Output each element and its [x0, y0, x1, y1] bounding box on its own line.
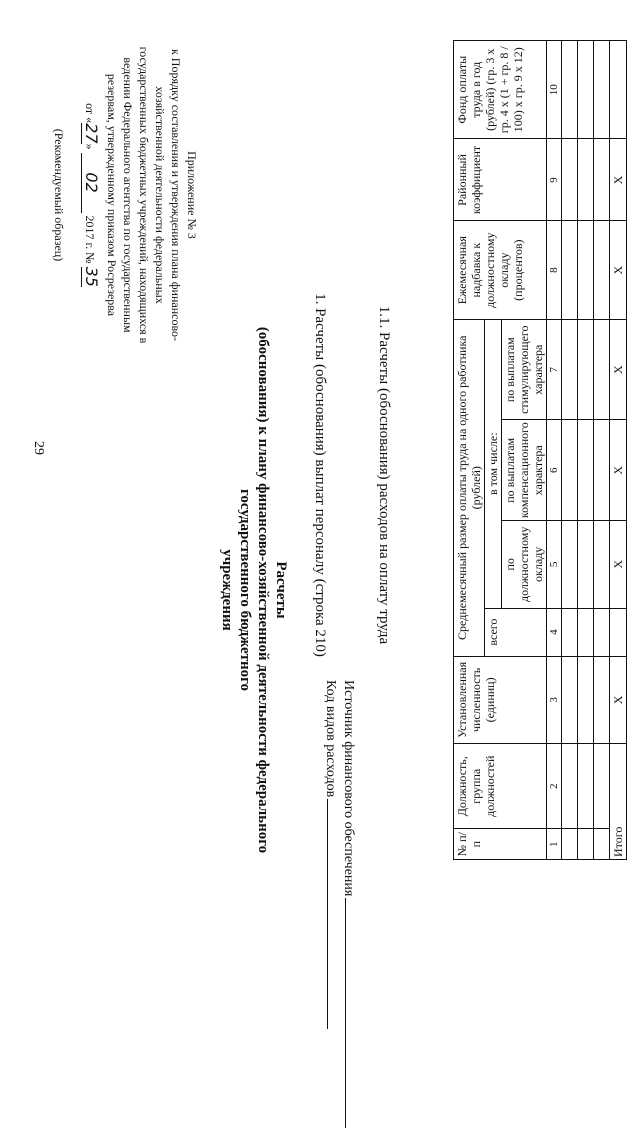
column-number: 9	[547, 139, 562, 221]
table-cell[interactable]	[562, 744, 578, 829]
table-row	[562, 41, 578, 860]
header-row-1	[454, 41, 485, 860]
header-regional: Районный коэффициент	[454, 139, 547, 221]
table-cell[interactable]	[562, 829, 578, 860]
appendix-line-6: резервам, утвержденному приказом Росрезерва	[105, 73, 119, 317]
column-number: 1	[547, 829, 562, 860]
appendix-block	[51, 30, 200, 360]
column-numbers-row	[547, 41, 562, 860]
table-cell[interactable]	[562, 608, 578, 656]
header-base-salary: по должностному окладу	[502, 521, 547, 608]
source-label: Источник финансового обеспечения	[341, 680, 356, 897]
x-mark: X	[610, 221, 627, 319]
table-cell[interactable]	[578, 420, 594, 521]
x-mark: X	[610, 319, 627, 420]
appendix-line-3: хозяйственной деятельности федеральных	[153, 86, 167, 304]
table-cell[interactable]	[594, 521, 610, 608]
table-cell[interactable]	[578, 521, 594, 608]
column-number: 5	[547, 521, 562, 608]
table-cell[interactable]	[578, 744, 594, 829]
table-cell[interactable]	[578, 41, 594, 139]
page-number: 29	[31, 441, 46, 455]
appendix-line-5: ведении Федерального агентства по государственным	[121, 57, 135, 333]
table-cell[interactable]	[562, 521, 578, 608]
table-cell[interactable]	[578, 829, 594, 860]
column-number: 2	[547, 744, 562, 829]
header-avg-salary: Среднемесячный размер оплаты труда на одного работника (рублей)	[454, 319, 485, 656]
total-label: Итого	[610, 744, 627, 860]
table-cell[interactable]	[594, 319, 610, 420]
total-cell[interactable]	[610, 608, 627, 656]
date-day: 27	[82, 123, 101, 144]
table-cell[interactable]	[578, 656, 594, 743]
date-day-close: »	[83, 143, 97, 150]
table-cell[interactable]	[594, 139, 610, 221]
table-cell[interactable]	[594, 221, 610, 319]
table-cell[interactable]	[562, 139, 578, 221]
appendix-line-2: к Порядку составления и утверждения плана финансово-	[169, 48, 183, 342]
order-number: 35	[82, 266, 101, 287]
section-title: 1. Расчеты (обоснования) выплат персоналу (строка 210)	[312, 293, 328, 657]
column-number: 6	[547, 420, 562, 521]
x-mark: X	[610, 139, 627, 221]
source-field[interactable]	[345, 898, 358, 1128]
table-cell[interactable]	[594, 656, 610, 743]
source-line	[340, 680, 358, 1128]
total-fund-cell[interactable]	[610, 41, 627, 139]
table-cell[interactable]	[578, 319, 594, 420]
header-fund: Фонд оплаты труда в год (рублей) (гр. 3 х гр. 4 х (1 + гр. 8 / 100) х гр. 9 х 12)	[454, 41, 547, 139]
date-month: 02	[81, 153, 100, 213]
header-incentive: по выплатам стимулирующего характера	[502, 319, 547, 420]
document-title	[218, 290, 290, 890]
table-cell[interactable]	[578, 139, 594, 221]
appendix-line-1: Приложение № 3	[185, 151, 199, 239]
header-total: всего	[485, 608, 547, 656]
title-line-1: Расчеты	[273, 561, 289, 619]
x-mark: X	[610, 521, 627, 608]
table-row	[594, 41, 610, 860]
table-row	[578, 41, 594, 860]
appendix-date-line	[81, 30, 100, 360]
column-number: 7	[547, 319, 562, 420]
code-field[interactable]	[327, 799, 340, 1029]
wage-table	[453, 40, 627, 860]
header-compensation: по выплатам компенсационного характера	[502, 420, 547, 521]
x-mark: X	[610, 656, 627, 743]
header-num: № п/п	[454, 829, 547, 860]
appendix-line-4: государственных бюджетных учреждений, находящихся в	[137, 46, 151, 344]
code-label: Код видов расходов	[323, 680, 338, 798]
table-cell[interactable]	[578, 221, 594, 319]
header-bonus: Ежемесячная надбавка к должностному окладу (процентов)	[454, 221, 547, 319]
column-number: 8	[547, 221, 562, 319]
date-year: 2017 г. №	[83, 215, 97, 264]
column-number: 3	[547, 656, 562, 743]
table-cell[interactable]	[594, 608, 610, 656]
recommended-note: (Рекомендуемый образец)	[52, 128, 66, 262]
title-line-2: (обоснования) к плану финансово-хозяйственной деятельности федерального государственного бюджетного	[237, 326, 271, 854]
table-cell[interactable]	[562, 656, 578, 743]
x-mark: X	[610, 420, 627, 521]
table-cell[interactable]	[578, 608, 594, 656]
table-cell[interactable]	[594, 829, 610, 860]
header-position: Должность, группа должностей	[454, 744, 547, 829]
header-headcount: Установленная численность (единиц)	[454, 656, 547, 743]
table-cell[interactable]	[562, 221, 578, 319]
table-cell[interactable]	[562, 420, 578, 521]
date-prefix: от «	[83, 103, 97, 124]
subsection-title: 1.1. Расчеты (обоснования) расходов на оплату труда	[376, 305, 392, 645]
header-including: в том числе:	[485, 319, 502, 608]
column-number: 4	[547, 608, 562, 656]
column-number: 10	[547, 41, 562, 139]
table-cell[interactable]	[594, 744, 610, 829]
code-line	[322, 680, 340, 1029]
table-cell[interactable]	[562, 41, 578, 139]
table-cell[interactable]	[594, 41, 610, 139]
table-cell[interactable]	[562, 319, 578, 420]
title-line-3: учреждения	[219, 549, 235, 631]
table-cell[interactable]	[594, 420, 610, 521]
total-row	[610, 41, 627, 860]
